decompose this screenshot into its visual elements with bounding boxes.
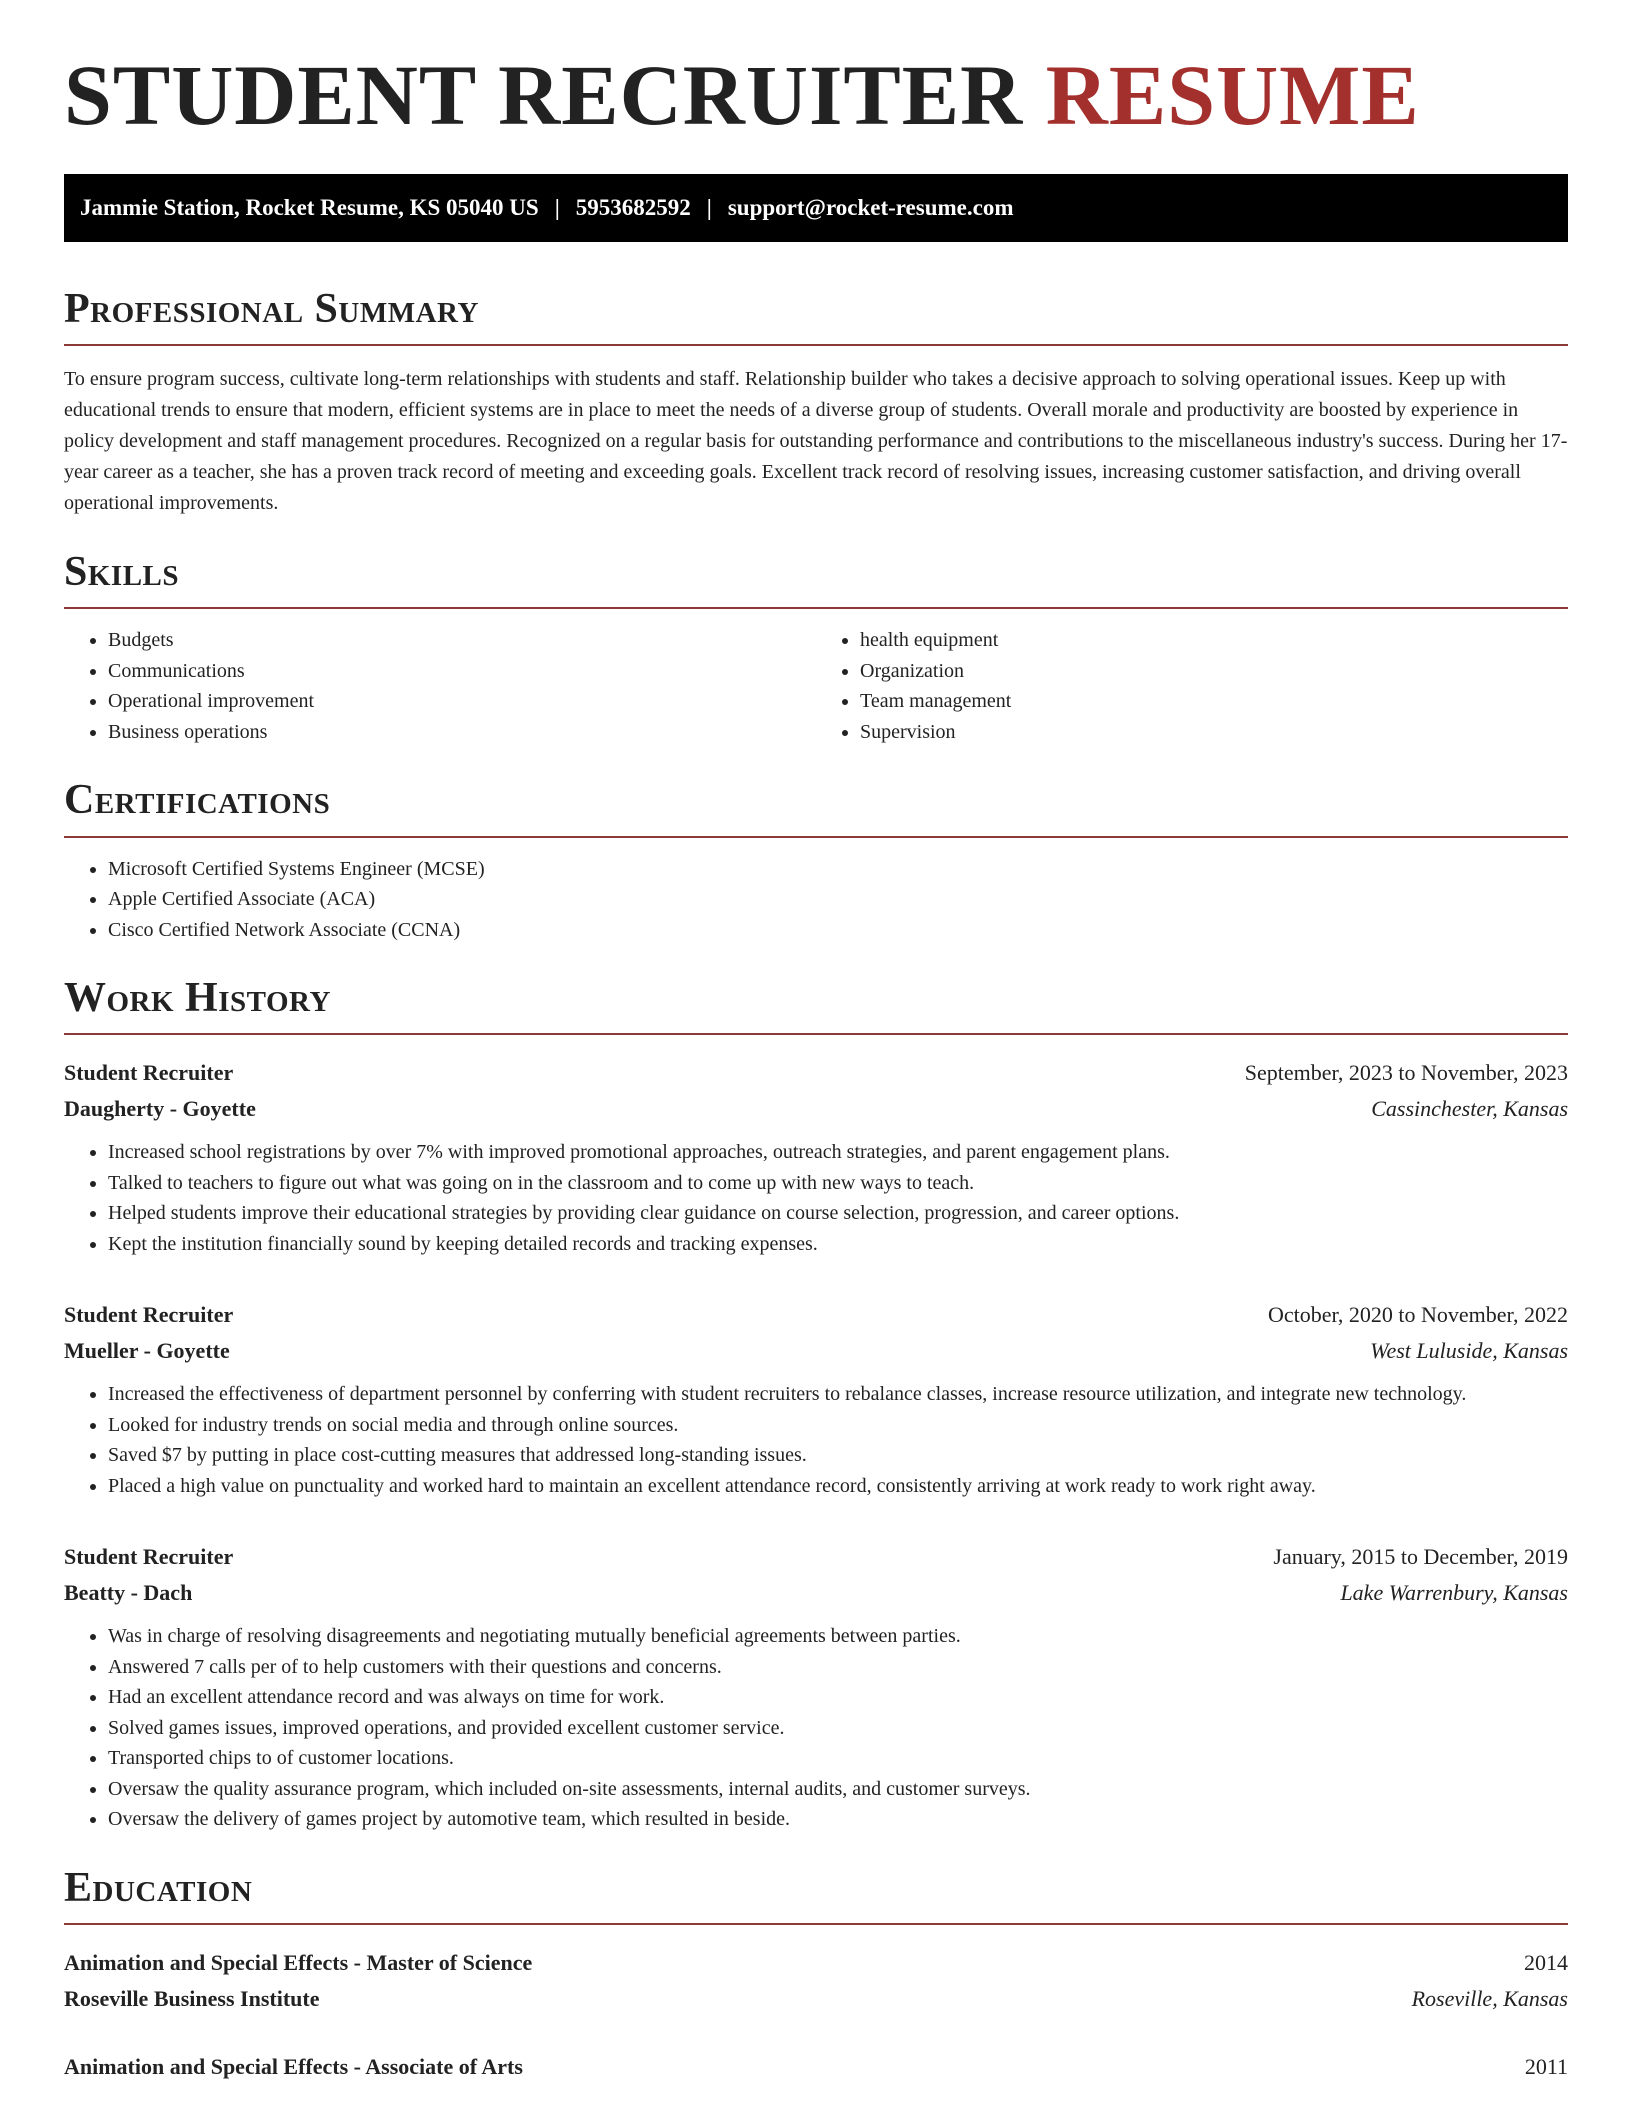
contact-bar [64, 174, 1568, 242]
education-degree-row [64, 2049, 1568, 2085]
job-title: Student Recruiter [64, 1060, 234, 1086]
job-bullets [64, 1379, 1568, 1501]
education-year: 2011 [1524, 2053, 1568, 2079]
skills-list-right [816, 625, 1568, 747]
job-bullet: • Had an excellent attendance record and was always on time for work. [108, 1682, 1568, 1713]
job-bullet: • Talked to teachers to figure out what was going on in the classroom and to come up with new ways to teach. [108, 1168, 1568, 1199]
skills-section [64, 549, 1568, 747]
job-dates: October, 2020 to November, 2022 [1267, 1302, 1568, 1328]
job-bullet: • Saved $7 by putting in place cost-cutting measures that addressed long-standing issues. [108, 1440, 1568, 1471]
job-bullet: • Oversaw the delivery of games project by automotive team, which resulted in beside. [108, 1804, 1568, 1835]
job-dates: January, 2015 to December, 2019 [1273, 1544, 1568, 1570]
certification-item: • Apple Certified Associate (ACA) [108, 884, 1568, 915]
education-year: 2014 [1524, 1949, 1568, 1975]
summary-heading: Professional Summary [64, 286, 1568, 346]
job-company-row [64, 1333, 1568, 1369]
work-history-section [64, 975, 1568, 1835]
education-degree: Animation and Special Effects - Master of Science [64, 1949, 533, 1975]
job-bullet: • Solved games issues, improved operations, and provided excellent customer service. [108, 1713, 1568, 1744]
job-dates: September, 2023 to November, 2023 [1244, 1060, 1568, 1086]
job-location: Cassinchester, Kansas [1371, 1096, 1568, 1122]
job-company: Mueller - Goyette [64, 1338, 230, 1364]
job-bullet: • Placed a high value on punctuality and worked hard to maintain an excellent attendance record, consistently arriving at work ready to work right away. [108, 1471, 1568, 1502]
job-company-row [64, 1575, 1568, 1611]
contact-phone: 5953682592 [575, 195, 691, 220]
certifications-list [64, 854, 1568, 946]
job-bullet: • Transported chips to of customer locations. [108, 1743, 1568, 1774]
education-heading: Education [64, 1865, 1568, 1925]
work-history-heading: Work History [64, 975, 1568, 1035]
job-header-row [64, 1297, 1568, 1333]
skill-item: • Team management [860, 686, 1568, 717]
skills-heading: Skills [64, 549, 1568, 609]
skill-item: • Business operations [108, 717, 816, 748]
job-title: Student Recruiter [64, 1302, 234, 1328]
job-bullet: • Increased the effectiveness of department personnel by conferring with student recruiters to rebalance classes, increase resource utilization, and integrate new technology. [108, 1379, 1568, 1410]
job-bullet: • Oversaw the quality assurance program, which included on-site assessments, internal audits, and customer surveys. [108, 1774, 1568, 1805]
education-school-row [64, 1981, 1568, 2017]
job-location: Lake Warrenbury, Kansas [1340, 1580, 1568, 1606]
job-company: Daugherty - Goyette [64, 1096, 256, 1122]
job-bullets [64, 1621, 1568, 1835]
education-entry [64, 1945, 1568, 2017]
skills-list-left [64, 625, 816, 747]
job-bullet: • Was in charge of resolving disagreements and negotiating mutually beneficial agreements between parties. [108, 1621, 1568, 1652]
certification-item: • Microsoft Certified Systems Engineer (MCSE) [108, 854, 1568, 885]
job-company-row [64, 1091, 1568, 1127]
job-bullets [64, 1137, 1568, 1259]
summary-section [64, 286, 1568, 519]
title-main: STUDENT RECRUITER [64, 47, 1024, 143]
certifications-heading: Certifications [64, 777, 1568, 837]
education-entry [64, 2049, 1568, 2085]
job-bullet: • Helped students improve their educational strategies by providing clear guidance on course selection, progression, and career options. [108, 1198, 1568, 1229]
job-header-row [64, 1539, 1568, 1575]
contact-address: Jammie Station, Rocket Resume, KS 05040 US [80, 195, 539, 220]
job-entry [64, 1297, 1568, 1501]
job-bullet: • Answered 7 calls per of to help customers with their questions and concerns. [108, 1652, 1568, 1683]
contact-separator: | [706, 195, 712, 220]
title-accent: RESUME [1045, 47, 1420, 143]
education-section [64, 1865, 1568, 2085]
summary-text: To ensure program success, cultivate long-term relationships with students and staff. Relationship builder who takes a decisive approach to solving operational issues. Keep up with educational trends to ensure that modern, efficient systems are in place to meet the needs of a diverse group of students. Overall morale and productivity are boosted by experience in policy development and staff management procedures. Recognized on a regular basis for outstanding performance and contributions to the miscellaneous industry's success. During her 17-year career as a teacher, she has a proven track record of meeting and exceeding goals. Excellent track record of resolving issues, increasing customer satisfaction, and driving overall operational improvements. [64, 368, 1568, 515]
skill-item: • Operational improvement [108, 686, 816, 717]
skill-item: • Budgets [108, 625, 816, 656]
resume-title [64, 47, 1568, 143]
education-location: Roseville, Kansas [1411, 1985, 1568, 2011]
job-entry [64, 1055, 1568, 1259]
job-location: West Luluside, Kansas [1370, 1338, 1568, 1364]
job-header-row [64, 1055, 1568, 1091]
job-bullet: • Increased school registrations by over 7% with improved promotional approaches, outreach strategies, and parent engagement plans. [108, 1137, 1568, 1168]
job-bullet: • Looked for industry trends on social media and through online sources. [108, 1410, 1568, 1441]
contact-separator: | [554, 195, 560, 220]
job-bullet: • Kept the institution financially sound by keeping detailed records and tracking expenses. [108, 1229, 1568, 1260]
skill-item: • health equipment [860, 625, 1568, 656]
skills-grid [64, 609, 1568, 747]
education-degree-row [64, 1945, 1568, 1981]
education-degree: Animation and Special Effects - Associate of Arts [64, 2053, 523, 2079]
skill-item: • Communications [108, 656, 816, 687]
certifications-section [64, 777, 1568, 945]
job-title: Student Recruiter [64, 1544, 234, 1570]
education-school: Roseville Business Institute [64, 1985, 320, 2011]
job-entry [64, 1539, 1568, 1835]
skill-item: • Organization [860, 656, 1568, 687]
contact-email: support@rocket-resume.com [727, 195, 1014, 220]
job-company: Beatty - Dach [64, 1580, 193, 1606]
certification-item: • Cisco Certified Network Associate (CCNA) [108, 915, 1568, 946]
skill-item: • Supervision [860, 717, 1568, 748]
